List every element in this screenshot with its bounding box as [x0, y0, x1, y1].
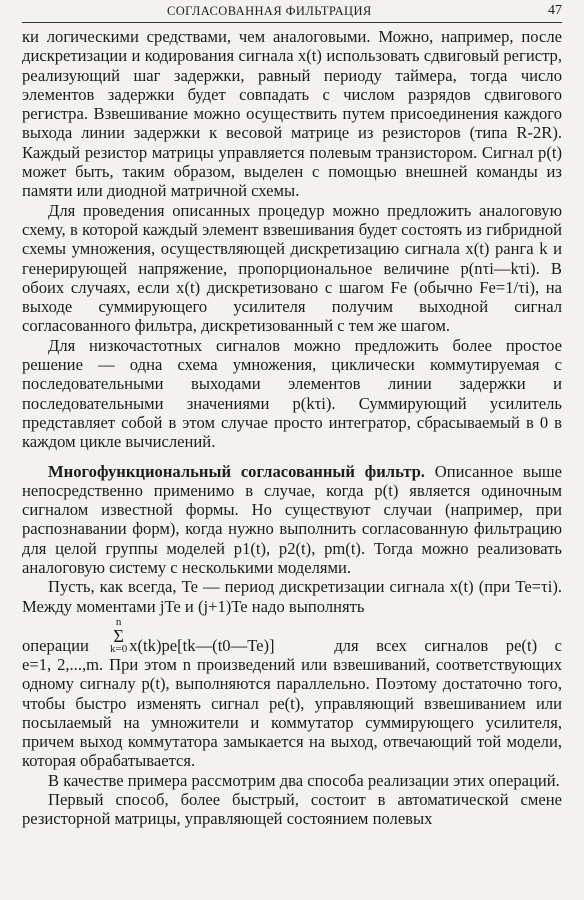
- paragraph-8: Первый способ, более быстрый, состоит в автоматической смене резисторной матрицы, управляющей состоянием полевых: [22, 789, 562, 829]
- paragraph-6: e=1, 2,...,m. При этом n произведений или взвешиваний, соответствующих одному сигналу p(t), выполняются параллельно. Поэтому достаточно того, чтобы быстро изменять сигнал pe(t), управляющий взвешиванием или посылаемый на умножители и коммутатор суммирующего усилителя, причем выход коммутатора замыкается на выход, отвечающий той модели, которая обрабатывается.: [22, 654, 562, 771]
- sum-upper-limit: n: [115, 615, 122, 628]
- sigma-symbol: Σ: [113, 625, 124, 646]
- page-number: 47: [548, 3, 562, 18]
- paragraph-5: Пусть, как всегда, Te — период дискретизации сигнала x(t) (при Te=τi). Между моментами jTe и (j+1)Te надо выполнять: [22, 577, 562, 616]
- formula-label: операции: [22, 635, 89, 655]
- section-heading: Многофункциональный согласованный фильтр.: [48, 461, 425, 481]
- formula-body: x(tk)pe[tk—(t0—Te)]: [129, 635, 275, 655]
- running-head: СОГЛАСОВАННАЯ ФИЛЬТРАЦИЯ: [167, 4, 372, 18]
- page-header: [22, 0, 562, 23]
- paragraph-3: Для низкочастотных сигналов можно предложить более простое решение — одна схема умножения, циклически коммутируемая с последовательными выходами элементов линии задержки и последовательными значениями p(kτi). Суммирующий усилитель представляет собой в этом случае просто интегратор, сбрасываемый в 0 в каждом цикле вычислений.: [22, 335, 562, 452]
- body-text: [22, 27, 562, 829]
- formula-rest-text: для всех сигналов pe(t) с: [334, 635, 562, 655]
- formula-line: [22, 617, 562, 655]
- paragraph-7: В качестве примера рассмотрим два способа реализации этих операций.: [48, 770, 560, 790]
- summation-sign: [110, 617, 127, 655]
- sum-lower-limit: k=0: [110, 642, 128, 655]
- paragraph-4: [22, 462, 562, 578]
- paragraph-2: Для проведения описанных процедур можно предложить аналоговую схему, в которой каждый элемент взвешивания будет состоять из гибридной схемы умножения, осуществляющей дискретизацию сигнала x(t) ранга k и генерирующей напряжение, пропорциональное величине p(nτi—kτi). В обоих случаях, если x(t) дискретизовано с шагом Fe (обычно Fe=1/τi), на выходе суммирующего усилителя получим выходной сигнал согласованного фильтра, дискретизованный с тем же шагом.: [22, 200, 562, 336]
- paragraph-1: ки логическими средствами, чем аналоговыми. Можно, например, после дискретизации и кодирования сигнала x(t) использовать сдвиговый регистр, реализующий шаг задержки, равный периоду таймера, тогда число элементов задержки будет совпадать с числом разрядов сдвигового регистра. Взвешивание можно осуществить путем присоединения каждого выхода линии задержки к весовой матрице из резисторов (типа R-2R). Каждый резистор матрицы управляется полевым транзистором. Сигнал p(t) может быть, таким образом, выделен с помощью внешней команды из памяти или диодной матричной схемы.: [22, 27, 562, 201]
- paragraph-4-text: Описанное выше непосредственно применимо в случае, когда p(t) является одиночным сигналом известной формы. Но существуют случаи (например, при распознавании форм), когда нужно выполнить согласованную фильтрацию для целой группы моделей p1(t), p2(t), pm(t). Тогда можно реализовать аналоговую систему с несколькими моделями.: [22, 461, 562, 578]
